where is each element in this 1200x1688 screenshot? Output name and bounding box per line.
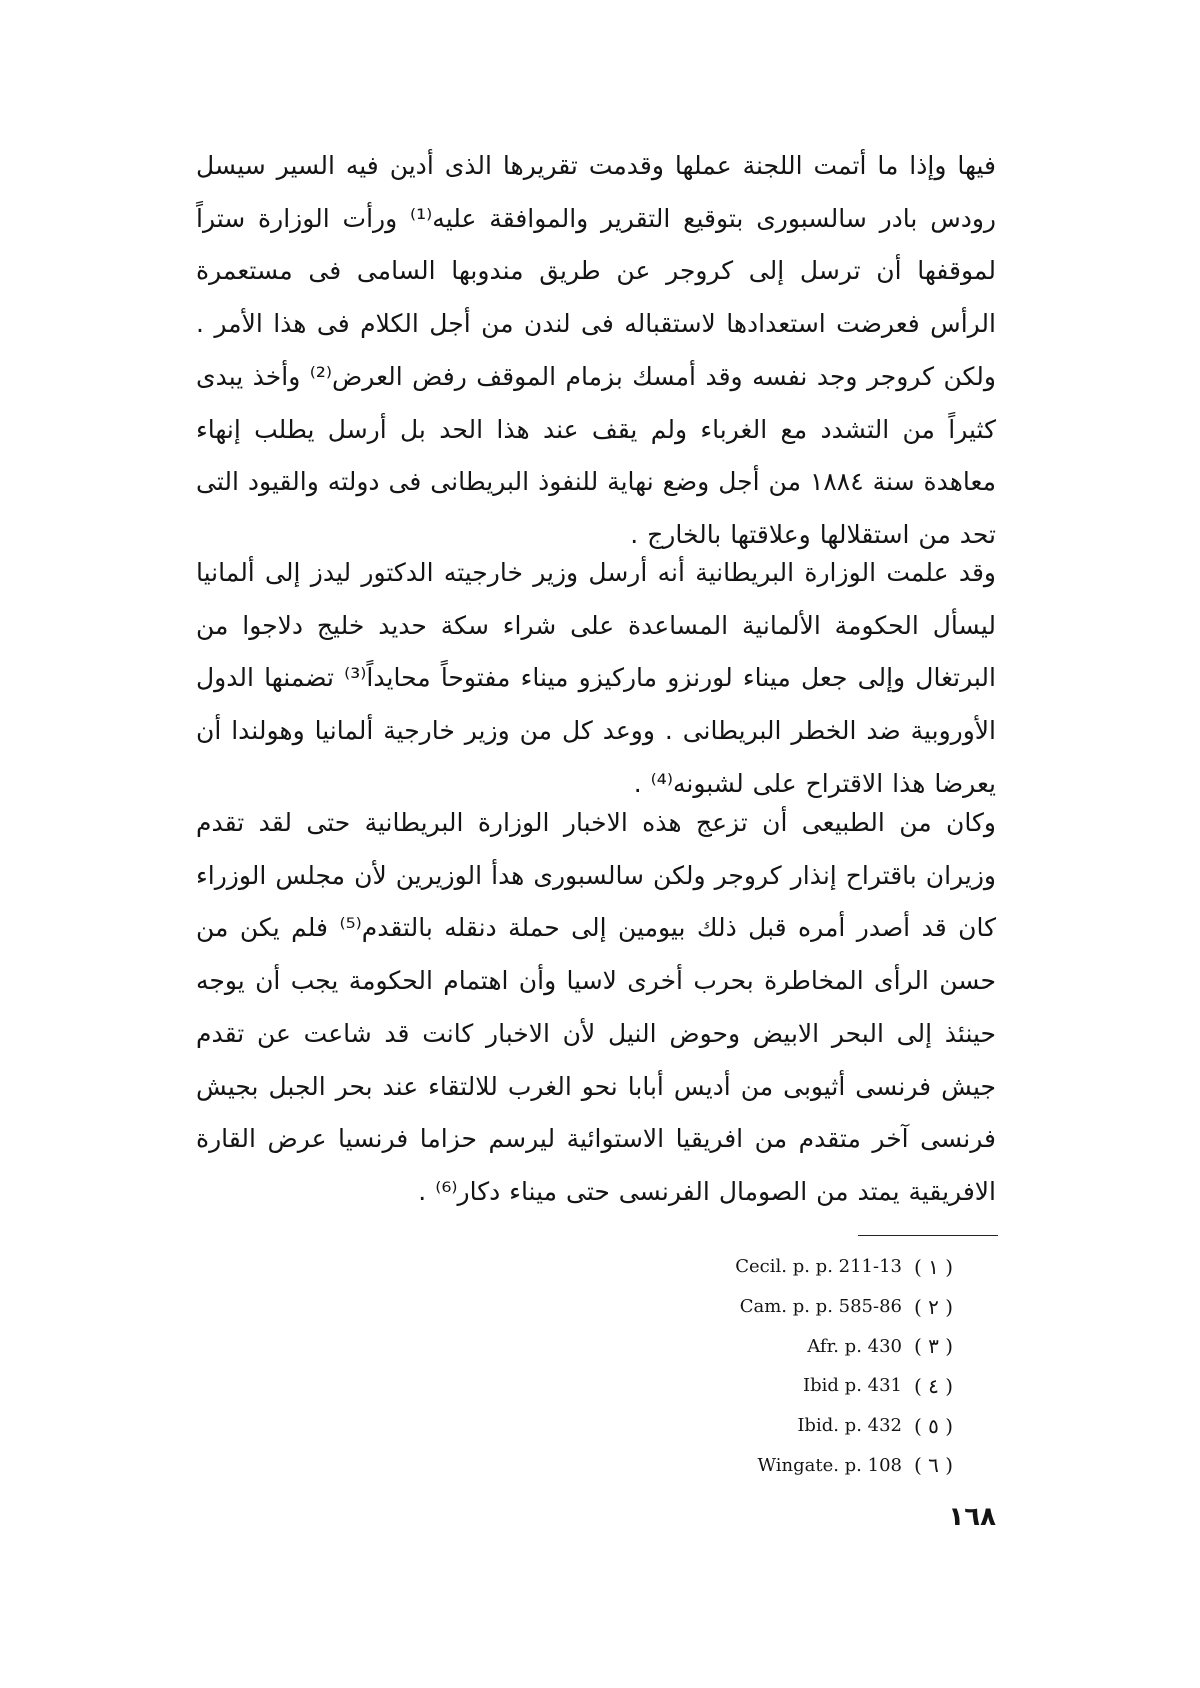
footnote-reference: Ibid. p. 432 xyxy=(797,1415,902,1437)
footnote-reference: Wingate. p. 108 xyxy=(757,1454,902,1476)
footnote-number: ( ٣ ) xyxy=(914,1334,954,1359)
footnote-separator xyxy=(858,1235,998,1236)
footnote-number: ( ٥ ) xyxy=(914,1413,954,1438)
footnote-number: ( ٤ ) xyxy=(914,1373,954,1398)
footnote-reference: Afr. p. 430 xyxy=(807,1335,902,1357)
footnote-item xyxy=(600,1445,960,1485)
footnote-number: ( ٦ ) xyxy=(914,1453,954,1478)
body-paragraph: وقد علمت الوزارة البريطانية أنه أرسل وزير خارجيته الدكتور ليدز إلى ألمانيا ليسأل الحكومة الألمانية المساعدة على شراء سكة حديد خليج دلاجوا من البرتغال وإلى جعل ميناء لورنزو ماركيزو ميناء مفتوحاً محايداً⁽³⁾ تضمنها الدول الأوروبية ضد الخطر البريطانى . ووعد كل من وزير خارجية ألمانيا وهولندا أن يعرضا هذا الاقتراح على لشبونه⁽⁴⁾ . xyxy=(196,558,996,798)
footnote-number: ( ٢ ) xyxy=(914,1294,954,1319)
footnotes-list xyxy=(600,1247,960,1485)
footnote-item xyxy=(600,1287,960,1327)
page-number: ١٦٨ xyxy=(948,1502,996,1532)
body-paragraph: فيها وإذا ما أتمت اللجنة عملها وقدمت تقريرها الذى أدين فيه السير سيسل رودس بادر سالسبورى بتوقيع التقرير والموافقة عليه⁽¹⁾ ورأت الوزارة ستراً لموقفها أن ترسل إلى كروجر عن طريق مندوبها السامى فى مستعمرة الرأس فعرضت استعدادها لاستقباله فى لندن من أجل الكلام فى هذا الأمر . ولكن كروجر وجد نفسه وقد أمسك بزمام الموقف رفض العرض⁽²⁾ وأخذ يبدى كثيراً من التشدد مع الغرباء ولم يقف عند هذا الحد بل أرسل يطلب إنهاء معاهدة سنة ١٨٨٤ من أجل وضع نهاية للنفوذ البريطانى فى دولته والقيود التى تحد من استقلالها وعلاقتها بالخارج . xyxy=(196,151,997,549)
footnote-reference: Cecil. p. p. 211-13 xyxy=(735,1256,902,1278)
body-paragraph: وكان من الطبيعى أن تزعج هذه الاخبار الوزارة البريطانية حتى لقد تقدم وزيران باقتراح إنذار كروجر ولكن سالسبورى هدأ الوزيرين لأن مجلس الوزراء كان قد أصدر أمره قبل ذلك بيومين إلى حملة دنقله بالتقدم⁽⁵⁾ فلم يكن من حسن الرأى المخاطرة بحرب أخرى لاسيا وأن اهتمام الحكومة يجب أن يوجه حينئذ إلى البحر الابيض وحوض النيل لأن الاخبار كانت قد شاعت عن تقدم جيش فرنسى أثيوبى من أديس أبابا نحو الغرب للالتقاء عند بحر الجبل بجيش فرنسى آخر متقدم من افريقيا الاستوائية ليرسم حزاما فرنسيا عرض القارة الافريقية يمتد من الصومال الفرنسى حتى ميناء دكار⁽⁶⁾ . xyxy=(196,808,997,1206)
footnote-reference: Ibid p. 431 xyxy=(803,1375,902,1397)
footnote-number: ( ١ ) xyxy=(914,1254,954,1279)
footnote-item xyxy=(600,1247,960,1287)
footnote-item xyxy=(600,1366,960,1406)
footnote-item xyxy=(600,1326,960,1366)
footnote-reference: Cam. p. p. 585-86 xyxy=(739,1296,902,1318)
footnote-item xyxy=(600,1406,960,1446)
